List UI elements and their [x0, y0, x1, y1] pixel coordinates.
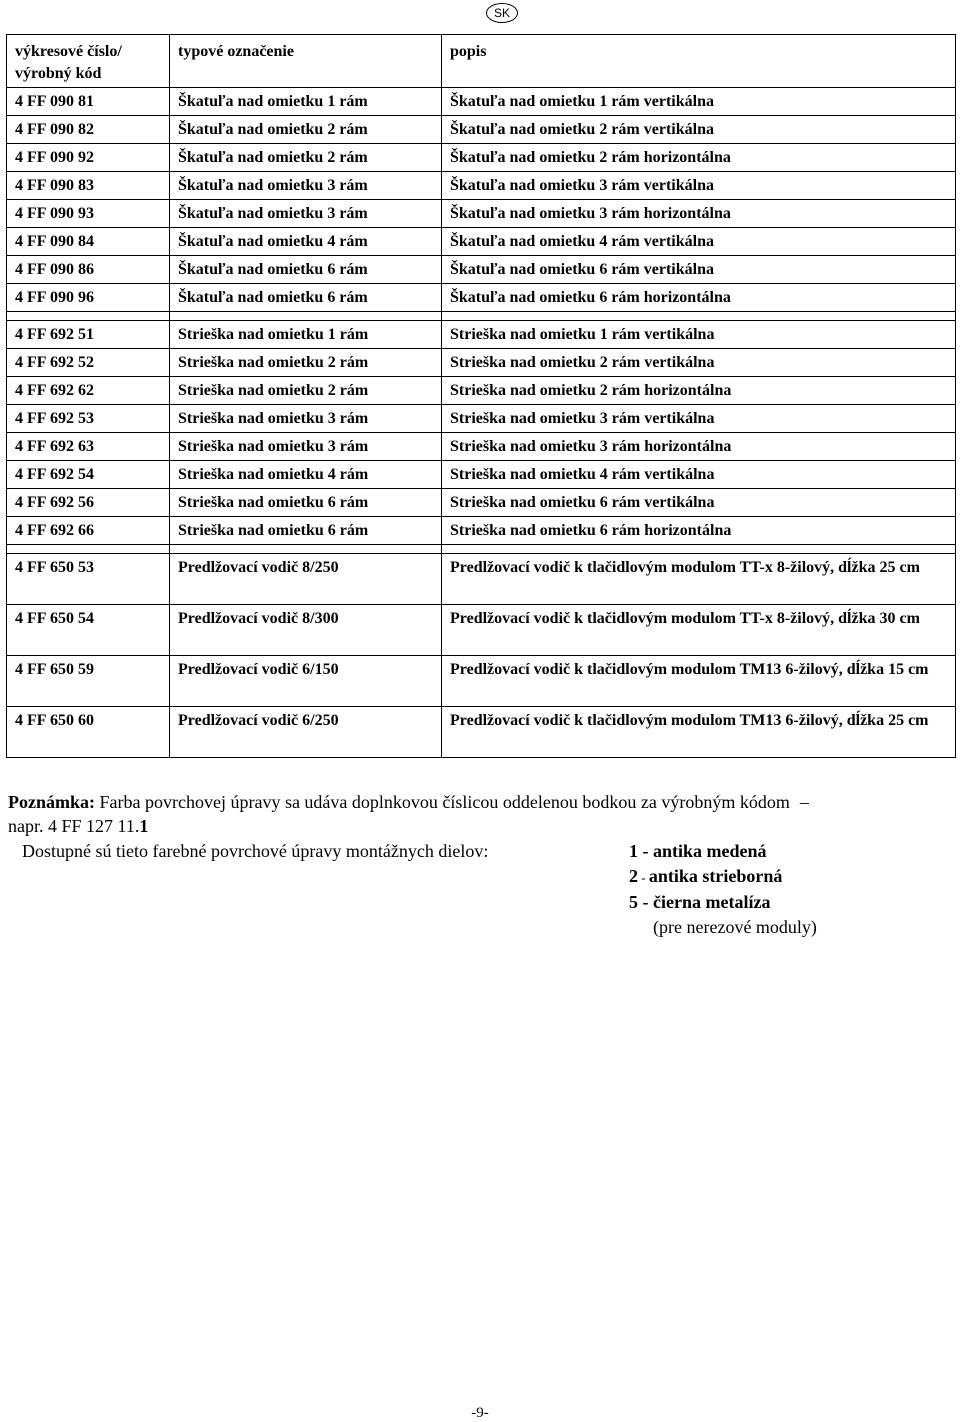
product-table-body	[7, 35, 956, 758]
cell-description: Škatuľa nad omietku 4 rám vertikálna	[442, 228, 956, 256]
table-row	[7, 377, 956, 405]
cell-type: Strieška nad omietku 1 rám	[170, 321, 442, 349]
cell-type: Strieška nad omietku 6 rám	[170, 517, 442, 545]
cell-code: 4 FF 692 66	[7, 517, 170, 545]
table-row	[7, 461, 956, 489]
colors-intro: Dostupné sú tieto farebné povrchové úpravy montážnych dielov:	[22, 841, 489, 861]
color-option: 1 - antika medená	[629, 841, 767, 861]
table-row	[7, 489, 956, 517]
header-description: popis	[442, 35, 956, 88]
table-row	[7, 88, 956, 116]
cell-code: 4 FF 692 52	[7, 349, 170, 377]
table-row	[7, 405, 956, 433]
cell-code: 4 FF 090 92	[7, 144, 170, 172]
product-table	[6, 34, 956, 758]
cell-description: Škatuľa nad omietku 6 rám horizontálna	[442, 284, 956, 312]
cell-description: Škatuľa nad omietku 3 rám horizontálna	[442, 200, 956, 228]
cell-code: 4 FF 090 84	[7, 228, 170, 256]
cell-description: Strieška nad omietku 2 rám horizontálna	[442, 377, 956, 405]
header-type: typové označenie	[170, 35, 442, 88]
table-row	[7, 172, 956, 200]
cell-code: 4 FF 692 56	[7, 489, 170, 517]
cell-code: 4 FF 650 59	[7, 656, 170, 707]
cell-type: Škatuľa nad omietku 3 rám	[170, 172, 442, 200]
cell-code: 4 FF 692 63	[7, 433, 170, 461]
group-separator	[7, 312, 956, 321]
cell-type: Strieška nad omietku 6 rám	[170, 489, 442, 517]
group-separator	[7, 545, 956, 554]
table-row	[7, 517, 956, 545]
cell-type: Strieška nad omietku 3 rám	[170, 433, 442, 461]
cell-type: Predlžovací vodič 6/250	[170, 707, 442, 758]
cell-type: Predlžovací vodič 6/150	[170, 656, 442, 707]
cell-type: Škatuľa nad omietku 4 rám	[170, 228, 442, 256]
cell-type: Strieška nad omietku 2 rám	[170, 349, 442, 377]
table-row	[7, 284, 956, 312]
cell-description: Strieška nad omietku 3 rám vertikálna	[442, 405, 956, 433]
table-row	[7, 256, 956, 284]
cell-description: Predlžovací vodič k tlačidlovým modulom TM13 6-žilový, dĺžka 25 cm	[442, 707, 956, 758]
cell-description: Strieška nad omietku 4 rám vertikálna	[442, 461, 956, 489]
cell-type: Škatuľa nad omietku 6 rám	[170, 284, 442, 312]
cell-type: Škatuľa nad omietku 1 rám	[170, 88, 442, 116]
cell-type: Škatuľa nad omietku 6 rám	[170, 256, 442, 284]
cell-description: Predlžovací vodič k tlačidlovým modulom TT-x 8-žilový, dĺžka 25 cm	[442, 554, 956, 605]
cell-type: Škatuľa nad omietku 2 rám	[170, 116, 442, 144]
table-row	[7, 707, 956, 758]
table-row	[7, 228, 956, 256]
cell-code: 4 FF 090 93	[7, 200, 170, 228]
table-row	[7, 144, 956, 172]
cell-type: Strieška nad omietku 2 rám	[170, 377, 442, 405]
cell-type: Škatuľa nad omietku 3 rám	[170, 200, 442, 228]
cell-type: Škatuľa nad omietku 2 rám	[170, 144, 442, 172]
cell-type: Strieška nad omietku 4 rám	[170, 461, 442, 489]
color-remark: (pre nerezové moduly)	[653, 916, 817, 937]
cell-description: Strieška nad omietku 3 rám horizontálna	[442, 433, 956, 461]
table-row	[7, 433, 956, 461]
cell-type: Predlžovací vodič 8/300	[170, 605, 442, 656]
note	[8, 790, 953, 838]
cell-code: 4 FF 650 60	[7, 707, 170, 758]
cell-code: 4 FF 090 81	[7, 88, 170, 116]
cell-description: Predlžovací vodič k tlačidlovým modulom TT-x 8-žilový, dĺžka 30 cm	[442, 605, 956, 656]
cell-description: Strieška nad omietku 1 rám vertikálna	[442, 321, 956, 349]
cell-description: Strieška nad omietku 6 rám horizontálna	[442, 517, 956, 545]
table-row	[7, 554, 956, 605]
language-badge: SK	[486, 3, 518, 23]
table-row	[7, 200, 956, 228]
cell-code: 4 FF 692 53	[7, 405, 170, 433]
cell-code: 4 FF 090 86	[7, 256, 170, 284]
cell-code: 4 FF 692 54	[7, 461, 170, 489]
cell-code: 4 FF 090 82	[7, 116, 170, 144]
note-dash: –	[799, 792, 809, 812]
page-number: -9-	[471, 1405, 489, 1421]
color-options	[629, 839, 817, 939]
cell-code: 4 FF 692 51	[7, 321, 170, 349]
note-example: napr. 4 FF 127 11.	[8, 816, 140, 836]
table-row	[7, 349, 956, 377]
header-drawing-number: výkresové číslo/ výrobný kód	[7, 35, 170, 88]
cell-description: Škatuľa nad omietku 2 rám horizontálna	[442, 144, 956, 172]
cell-code: 4 FF 090 83	[7, 172, 170, 200]
table-row	[7, 605, 956, 656]
cell-code: 4 FF 090 96	[7, 284, 170, 312]
cell-code: 4 FF 692 62	[7, 377, 170, 405]
note-text: Farba povrchovej úpravy sa udáva doplnkovou číslicou oddelenou bodkou za výrobným kódom	[99, 792, 790, 812]
cell-description: Predlžovací vodič k tlačidlovým modulom TM13 6-žilový, dĺžka 15 cm	[442, 656, 956, 707]
table-header-row	[7, 35, 956, 88]
cell-description: Škatuľa nad omietku 1 rám vertikálna	[442, 88, 956, 116]
cell-type: Predlžovací vodič 8/250	[170, 554, 442, 605]
table-row	[7, 656, 956, 707]
cell-description: Škatuľa nad omietku 2 rám vertikálna	[442, 116, 956, 144]
cell-code: 4 FF 650 53	[7, 554, 170, 605]
color-option: 5 - čierna metalíza	[629, 892, 771, 912]
cell-description: Strieška nad omietku 6 rám vertikálna	[442, 489, 956, 517]
table-row	[7, 321, 956, 349]
cell-code: 4 FF 650 54	[7, 605, 170, 656]
note-example-suffix: 1	[139, 816, 149, 836]
note-label: Poznámka:	[8, 792, 95, 812]
table-row	[7, 116, 956, 144]
cell-description: Škatuľa nad omietku 3 rám vertikálna	[442, 172, 956, 200]
cell-type: Strieška nad omietku 3 rám	[170, 405, 442, 433]
cell-description: Škatuľa nad omietku 6 rám vertikálna	[442, 256, 956, 284]
cell-description: Strieška nad omietku 2 rám vertikálna	[442, 349, 956, 377]
color-option: 2 - antika strieborná	[629, 865, 783, 886]
